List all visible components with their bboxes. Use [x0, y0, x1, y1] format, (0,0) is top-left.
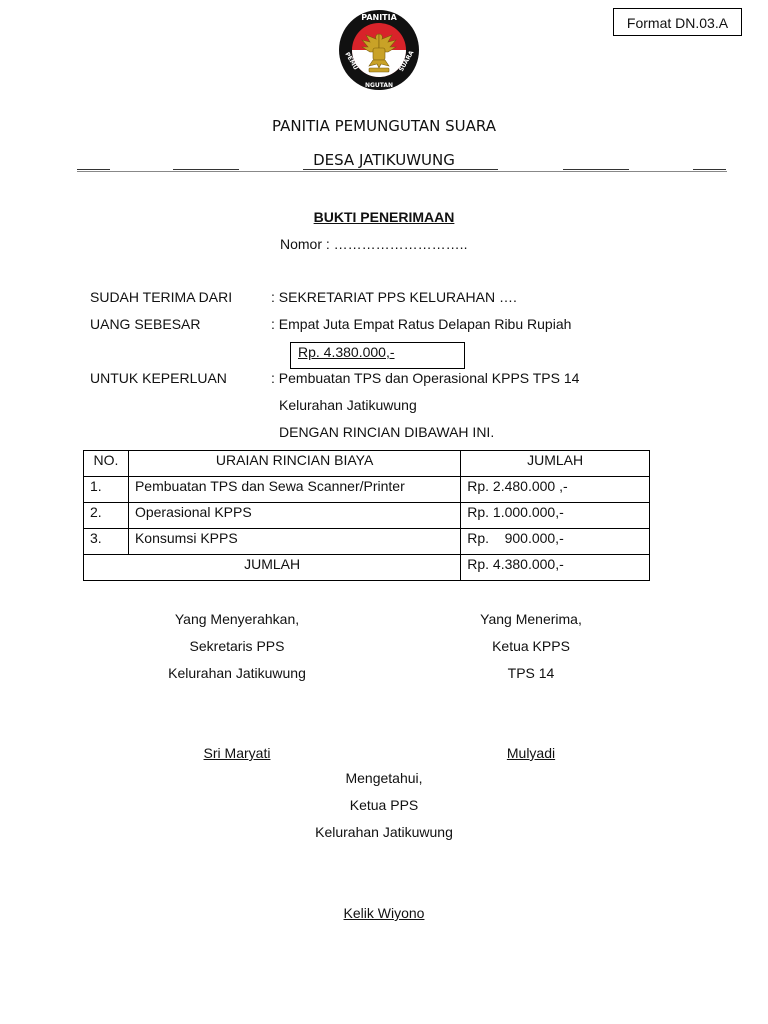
amount-figure: Rp. 4.380.000,-	[298, 344, 395, 360]
field-label-amount: UANG SEBESAR	[90, 316, 201, 332]
table-header-description: URAIAN RINCIAN BIAYA	[128, 451, 460, 477]
header-rule	[77, 169, 110, 170]
signature-giver-name: Sri Maryati	[203, 745, 271, 761]
signature-acknowledger-name-wrap	[264, 905, 504, 921]
table-cell-description: Pembuatan TPS dan Sewa Scanner/Printer	[128, 477, 460, 503]
table-header-no: NO.	[84, 451, 129, 477]
signature-line: Kelurahan Jatikuwung	[168, 665, 306, 681]
signature-line: Sekretaris PPS	[189, 638, 285, 654]
header-rule	[303, 169, 498, 170]
table-row	[84, 529, 650, 555]
table-row	[84, 503, 650, 529]
org-name: PANITIA PEMUNGUTAN SUARA	[272, 117, 496, 135]
field-value-purpose-line: DENGAN RINCIAN DIBAWAH INI.	[279, 424, 495, 440]
field-value-received-from: : SEKRETARIAT PPS KELURAHAN ….	[271, 289, 517, 305]
table-total-value: Rp. 4.380.000,-	[461, 555, 650, 581]
header-rule	[563, 169, 629, 170]
field-value-amount-words: : Empat Juta Empat Ratus Delapan Ribu Rupiah	[271, 316, 572, 332]
signature-giver	[117, 606, 357, 687]
signature-receiver-name: Mulyadi	[506, 745, 556, 761]
logo-left-text: PEMU	[343, 51, 360, 72]
signature-acknowledger	[264, 765, 504, 846]
table-cell-amount: Rp. 900.000,-	[461, 529, 650, 555]
field-value-purpose-line: : Pembuatan TPS dan Operasional KPPS TPS 14	[271, 370, 580, 386]
table-cell-description: Operasional KPPS	[128, 503, 460, 529]
signature-line: TPS 14	[507, 665, 555, 681]
table-cell-no: 2.	[84, 503, 129, 529]
field-value-purpose-line: Kelurahan Jatikuwung	[279, 397, 417, 413]
field-label-purpose: UNTUK KEPERLUAN	[90, 370, 227, 386]
signature-giver-name-wrap	[117, 745, 357, 761]
table-total-label: JUMLAH	[84, 555, 461, 581]
table-cell-amount: Rp. 2.480.000 ,-	[461, 477, 650, 503]
signature-line: Ketua KPPS	[492, 638, 570, 654]
table-cell-description: Konsumsi KPPS	[128, 529, 460, 555]
header-rule	[693, 169, 726, 170]
logo-top-text: PANITIA	[361, 13, 397, 22]
signature-line: Yang Menerima,	[480, 611, 582, 627]
cost-breakdown-table	[83, 450, 650, 581]
signature-line: Mengetahui,	[345, 770, 423, 786]
table-header-row	[84, 451, 650, 477]
signature-receiver-name-wrap	[411, 745, 651, 761]
table-cell-no: 3.	[84, 529, 129, 555]
document-number: Nomor : ………………………..	[280, 236, 468, 252]
signature-receiver	[411, 606, 651, 687]
format-code-box	[613, 8, 742, 36]
signature-line: Yang Menyerahkan,	[174, 611, 300, 627]
logo-right-text: SUARA	[397, 49, 416, 73]
signature-line: Ketua PPS	[349, 797, 419, 813]
table-header-amount: JUMLAH	[461, 451, 650, 477]
amount-box	[290, 342, 465, 369]
field-label-received-from: SUDAH TERIMA DARI	[90, 289, 233, 305]
header-rule	[173, 169, 239, 170]
signature-line: Kelurahan Jatikuwung	[315, 824, 453, 840]
signature-acknowledger-name: Kelik Wiyono	[343, 905, 425, 921]
ppsl-logo	[337, 8, 421, 92]
document-title: BUKTI PENERIMAAN	[313, 209, 455, 225]
header-rule-thin	[77, 171, 727, 172]
format-code: Format DN.03.A	[626, 15, 729, 31]
table-cell-amount: Rp. 1.000.000,-	[461, 503, 650, 529]
table-row	[84, 477, 650, 503]
table-cell-no: 1.	[84, 477, 129, 503]
village-name: DESA JATIKUWUNG	[313, 151, 455, 169]
table-total-row	[84, 555, 650, 581]
logo-bottom-text: NGUTAN	[364, 82, 394, 89]
